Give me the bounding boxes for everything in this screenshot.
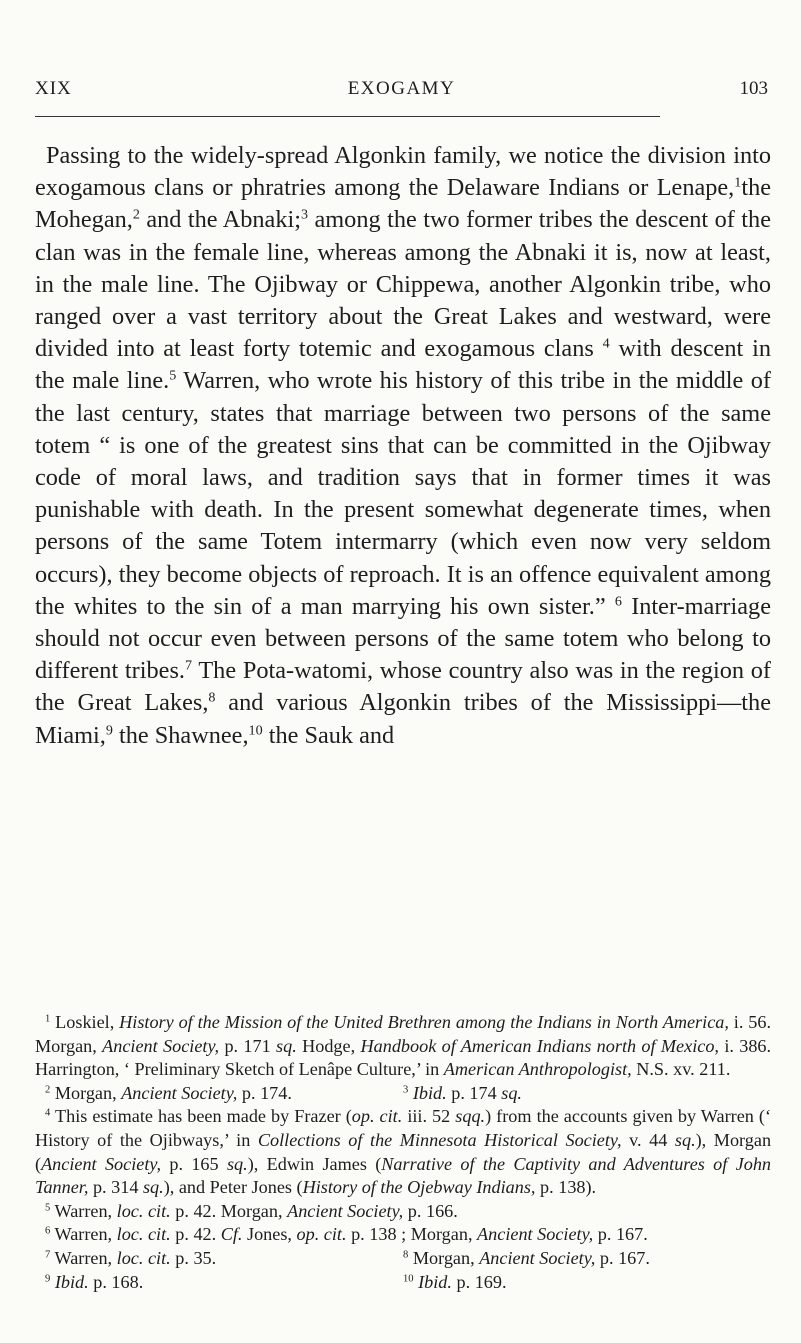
footnote-8: $^8$ Morgan, Ancient Society, p. 167. [403,1247,650,1268]
header-rule [35,116,660,117]
footnote-ref: 5 [169,367,177,384]
footnote-ref: 6 [614,593,622,610]
footnote-6: $^6$ Warren, loc. cit. p. 42. Cf. Jones, op. cit. p. 138 ; Morgan, Ancient Society, p. 167. [45,1224,648,1245]
footnote-1: $^1$ Loskiel, History of the Mission of the United Brethren among the Indians in North America, i. 56. Morgan, Ancient Society, p. 171 sq. Hodge, Handbook of American Indians north of Mexico, i. 386. Harrington, ‘ Preliminary Sketch of Lenâpe Culture,’ in American Anthropologist, N.S. xv. 211. [35,1012,772,1080]
page-number: 103 [739,78,768,99]
footnote-ref: 8 [208,690,216,706]
running-head [35,78,768,108]
footnote-ref: 10 [248,722,263,739]
footnote-ref: 1 [734,174,742,191]
footnote-row [35,1271,771,1295]
footnote-7: $^7$ Warren, loc. cit. p. 35. [45,1247,217,1268]
footnote-ref: 2 [132,206,140,223]
footnote-ref: 4 [602,335,610,352]
chapter-number: XIX [35,78,72,99]
footnote-4: $^4$ This estimate has been made by Frazer (op. cit. iii. 52 sqq.) from the accounts given by Warren (‘ History of the Ojibways,’ in Collections of the Minnesota Historical Society, v. 44 sq.), Morgan (Ancient Society, p. 165 sq.), Edwin James (Narrative of the Captivity and Adventures of John Tanner, p. 314 sq.), and Peter Jones (History of the Ojebway Indians, p. 138). [35,1106,772,1198]
footnote-row [35,1082,771,1106]
chapter-title: EXOGAMY [347,78,456,99]
footnote-3: $^3$ Ibid. p. 174 sq. [403,1082,522,1103]
footnote-2: $^2$ Morgan, Ancient Society, p. 174. [45,1082,292,1103]
footnote-row [35,1247,771,1271]
body-paragraph: Passing to the widely-spread Algonkin family, we notice the division into exogamous clans or phratries among the Delaware Indians or Lenape,$^1$the Mohegan,$^2$ and the Abnaki;$^3$ among the two former tribes the descent of the clan was in the female line, whereas among the Abnaki it is, now at least, in the male line. The Ojibway or Chippewa, another Algonkin tribe, who ranged over a vast territory about the Great Lakes and westward, were divided into at least forty totemic and exogamous clans $^4$ with descent in the male line.$^5$ Warren, who wrote his history of this tribe in the middle of the last century, states that marriage between two persons of the same totem “ is one of the greatest sins that can be committed in the Ojibway code of moral laws, and tradition says that in former times it was punishable with death. In the present somewhat degenerate times, when persons of the same Totem intermarry (which even now very seldom occurs), they become objects of reproach. It is an offence equivalent among the whites to the sin of a man marrying his own sister.” $^6$ Inter-marriage should not occur even between persons of the same totem who belong to different tribes.$^7$ The Pota-watomi, whose country also was in the region of the Great Lakes,$^8$ and various Algonkin tribes of the Mississippi—the Miami,$^9$ the Shawnee,$^{10}$ the Sauk and [35,142,771,749]
footnote-10: $^{10}$ Ibid. p. 169. [403,1271,507,1292]
footnote-9: $^9$ Ibid. p. 168. [45,1271,144,1292]
footnotes [35,1011,771,1294]
footnote-5: $^5$ Warren, loc. cit. p. 42. Morgan, Ancient Society, p. 166. [45,1200,458,1221]
footnote-ref: 3 [300,206,309,223]
footnote-ref: 7 [184,657,193,674]
footnote-ref: 9 [105,722,113,739]
